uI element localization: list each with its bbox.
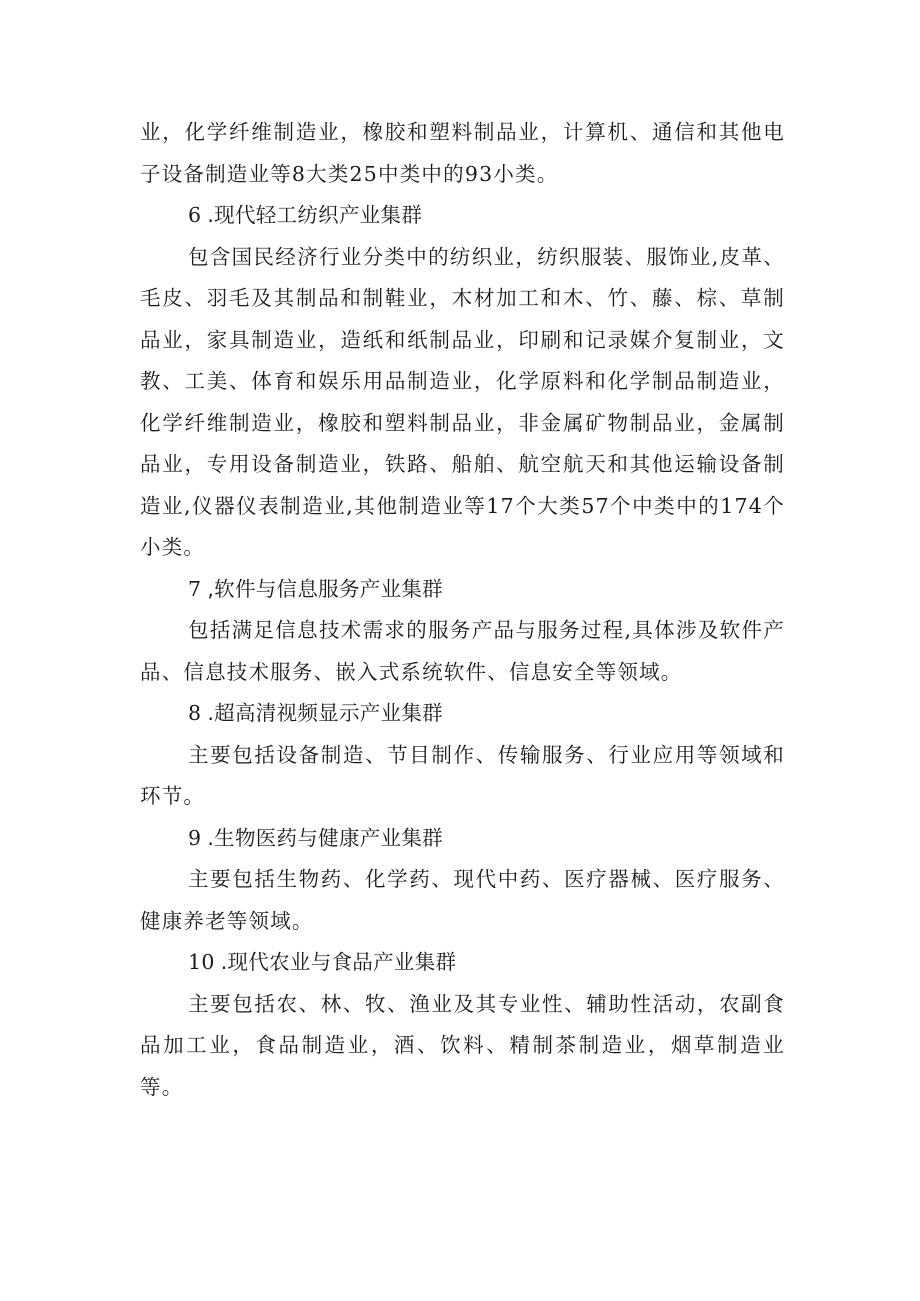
section-heading-8 [140,693,785,735]
paragraph-continued: 业，化学纤维制造业，橡胶和塑料制品业，计算机、通信和其他电子设备制造业等8大类25中类中的93小类。 [140,120,785,186]
section-number: 8 [188,701,202,725]
section-number: 10 [188,950,215,974]
section-heading-7 [140,569,785,611]
section-title: .生物医药与健康产业集群 [207,825,443,850]
section-heading-6 [140,195,785,237]
section-title: .现代农业与食品产业集群 [220,950,457,974]
section-heading-10 [140,942,785,984]
section-title: ,软件与信息服务产业集群 [207,576,443,601]
section-number: 9 [188,825,202,850]
section-number: 7 [188,576,202,601]
section-heading-9 [140,818,785,860]
section-number: 6 [188,203,202,227]
paragraph-section-7: 包括满足信息技术需求的服务产品与服务过程,具体涉及软件产品、信息技术服务、嵌入式系统软件、信息安全等领域。 [140,618,785,684]
paragraph-section-9: 主要包括生物药、化学药、现代中药、医疗器械、医疗服务、健康养老等领域。 [140,867,785,933]
paragraph-section-6: 包含国民经济行业分类中的纺织业，纺织服装、服饰业,皮革、毛皮、羽毛及其制品和制鞋业，木材加工和木、竹、藤、棕、草制品业，家具制造业，造纸和纸制品业，印刷和记录媒介复制业，文教、工美、体育和娱乐用品制造业，化学原料和化学制品制造业，化学纤维制造业，橡胶和塑料制品业，非金属矿物制品业，金属制品业，专用设备制造业，铁路、船舶、航空航天和其他运输设备制造业,仪器仪表制造业,其他制造业等17个大类57个中类中的174个小类。 [140,244,785,559]
paragraph-section-8: 主要包括设备制造、节目制作、传输服务、行业应用等领域和环节。 [140,742,785,808]
paragraph-section-10: 主要包括农、林、牧、渔业及其专业性、辅助性活动，农副食品加工业，食品制造业，酒、饮料、精制茶制造业，烟草制造业等。 [140,991,785,1099]
document-body [140,112,785,1108]
section-title: .现代轻工纺织产业集群 [207,203,423,227]
section-title: .超高清视频显示产业集群 [207,701,443,725]
